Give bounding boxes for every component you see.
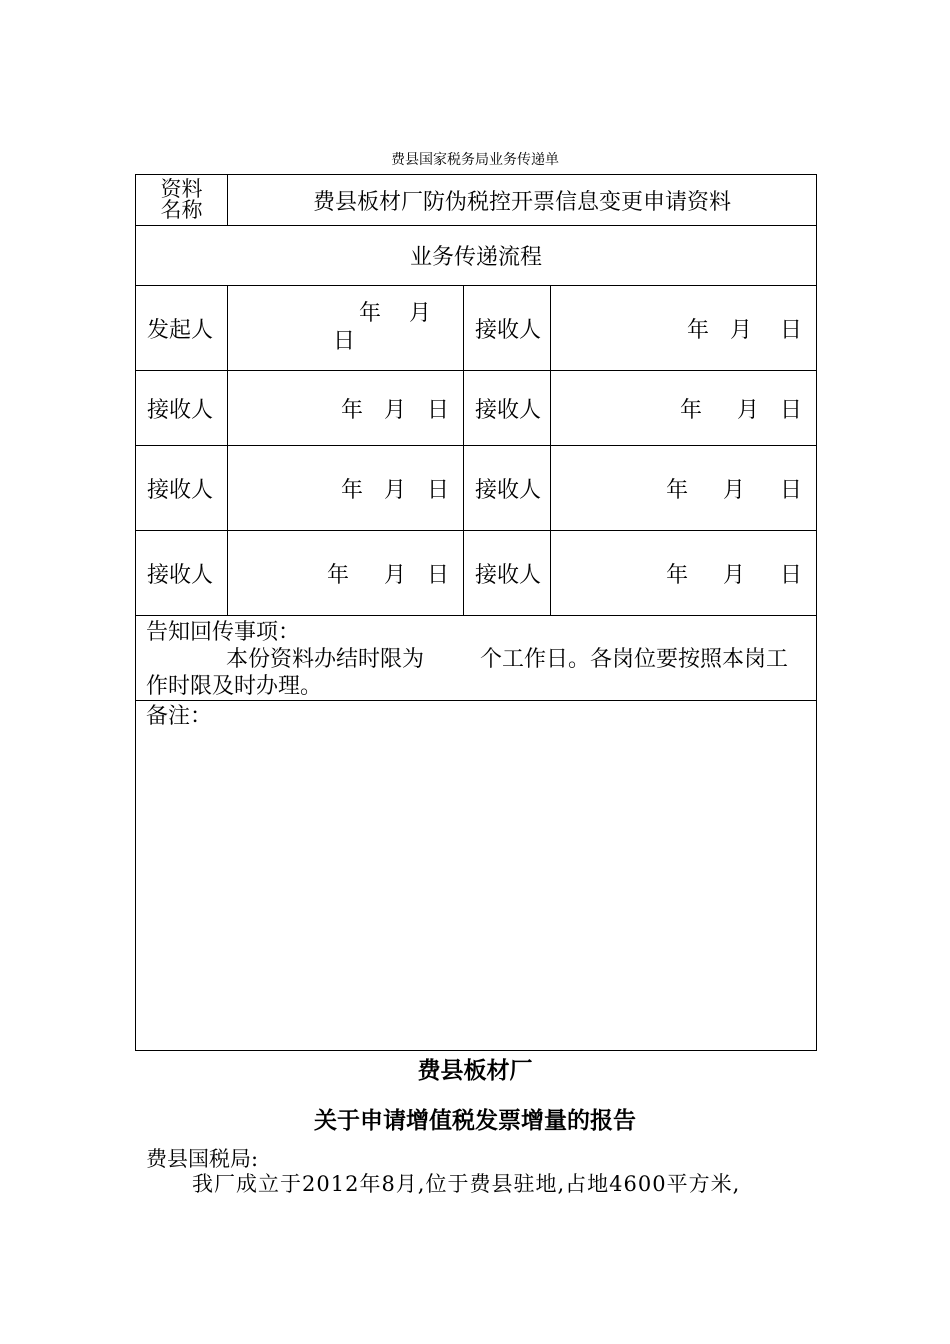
receiver-label: 接收人 (136, 371, 228, 446)
sender-label: 发起人 (136, 286, 228, 371)
remark-row (136, 701, 817, 1051)
notice-body: 本份资料办结时限为 个工作日。各岗位要按照本岗工作时限及时办理。 (146, 647, 788, 699)
remark-label: 备注： (146, 704, 213, 729)
receiver-date: 年 月 日 (551, 371, 817, 446)
report-paragraph: 我厂成立于2012年8月,位于费县驻地,占地4600平方米, (192, 1172, 741, 1196)
receiver-date: 年 月 日 (228, 446, 464, 531)
receiver-label: 接收人 (136, 446, 228, 531)
sender-date-line2: 日 (333, 329, 356, 354)
report-title: 关于申请增值税发票增量的报告 (314, 1108, 636, 1134)
receiver-date: 年 月 日 (551, 531, 817, 616)
receiver-label: 接收人 (464, 446, 551, 531)
flow-row (136, 286, 817, 371)
receiver-date: 年 月 日 (228, 371, 464, 446)
receiver-date: 年 月 日 (551, 446, 817, 531)
receiver-label: 接收人 (464, 286, 551, 371)
notice-label: 告知回传事项： (146, 620, 301, 645)
doc-name-row (136, 175, 817, 226)
sender-date (228, 286, 464, 371)
doc-name-label-line2: 名称 (160, 198, 203, 222)
report-company: 费县板材厂 (417, 1058, 533, 1084)
doc-name-value: 费县板材厂防伪税控开票信息变更申请资料 (228, 175, 817, 226)
receiver-date: 年 月 日 (551, 286, 817, 371)
receiver-label: 接收人 (136, 531, 228, 616)
flow-row (136, 371, 817, 446)
receiver-date: 年 月 日 (228, 531, 464, 616)
flow-row (136, 446, 817, 531)
receiver-label: 接收人 (464, 531, 551, 616)
notice-cell (136, 616, 817, 701)
flow-row (136, 531, 817, 616)
remark-cell (136, 701, 817, 1051)
doc-name-label-line1: 资料 (160, 177, 203, 201)
receiver-label: 接收人 (464, 371, 551, 446)
flow-title: 业务传递流程 (136, 226, 817, 286)
sender-date-line1: 年 月 (359, 301, 431, 326)
transfer-form-table (135, 174, 817, 1051)
flow-title-row (136, 226, 817, 286)
notice-row (136, 616, 817, 701)
report-salutation: 费县国税局: (146, 1147, 259, 1171)
form-title: 费县国家税务局业务传递单 (391, 152, 559, 168)
doc-name-label (136, 175, 228, 226)
